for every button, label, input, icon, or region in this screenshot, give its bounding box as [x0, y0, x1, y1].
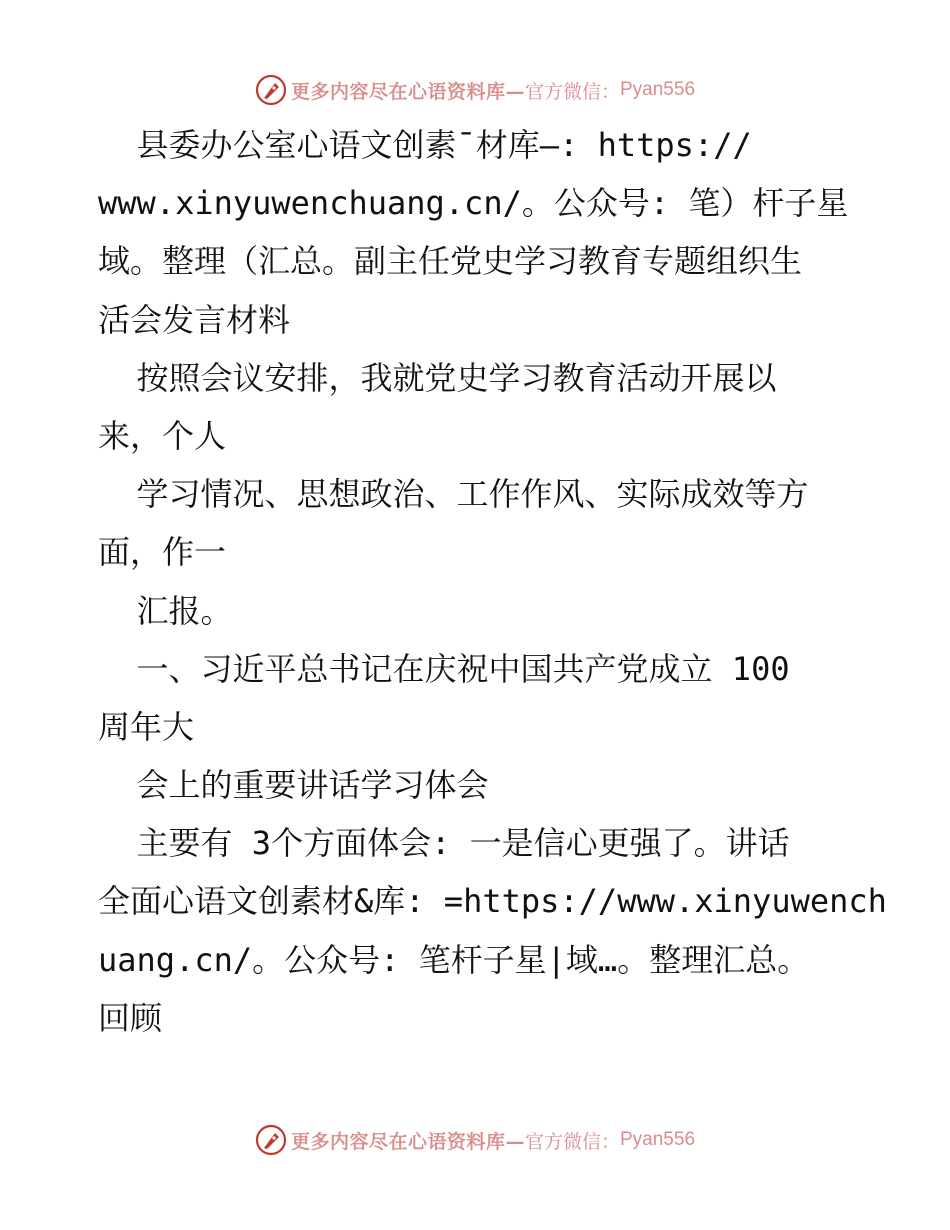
- body-line: 汇报。: [98, 591, 233, 630]
- document-body: [98, 116, 887, 1047]
- body-line: 活会发言材料: [98, 300, 291, 339]
- pen-nib-circle-icon: [255, 1124, 287, 1156]
- banner-wechat-label: 官方微信：: [524, 1130, 620, 1153]
- body-line: 回顾: [98, 998, 163, 1037]
- body-line: 一、习近平总书记在庆祝中国共产党成立 100: [98, 649, 790, 688]
- body-line: 学习情况、思想政治、工作作风、实际成效等方: [98, 475, 809, 514]
- banner-title: 更多内容尽在心语资料库—: [290, 1130, 525, 1153]
- body-line: 会上的重要讲话学习体会: [98, 766, 489, 805]
- body-line: 域。整理（汇总。副主任党史学习教育专题组织生: [98, 242, 803, 281]
- body-line: 面，作一: [98, 533, 227, 572]
- banner-wechat-id: Pyan556: [620, 1129, 696, 1150]
- body-line: www.xinyuwenchuang.cn/。公众号: 笔）杆子星: [98, 184, 849, 223]
- header-banner: [0, 70, 950, 110]
- body-line: uang.cn/。公众号: 笔杆子星|域…。整理汇总。: [98, 940, 810, 979]
- body-line: 按照会议安排，我就党史学习教育活动开展以: [98, 358, 777, 397]
- body-line: 县委办公室心语文创素¯材库—: https://: [98, 126, 752, 164]
- body-line: 主要有 3个方面体会: 一是信心更强了。讲话: [98, 824, 790, 863]
- body-line: 来，个人: [98, 416, 227, 455]
- body-line: 周年大: [98, 707, 195, 746]
- pen-nib-circle-icon: [255, 74, 287, 106]
- footer-banner: [0, 1120, 950, 1160]
- banner-wechat-id: Pyan556: [620, 79, 696, 100]
- banner-wechat-label: 官方微信：: [524, 80, 620, 103]
- banner-title: 更多内容尽在心语资料库—: [290, 80, 525, 103]
- body-line: 全面心语文创素材&库: =https://www.xinyuwench: [98, 882, 887, 921]
